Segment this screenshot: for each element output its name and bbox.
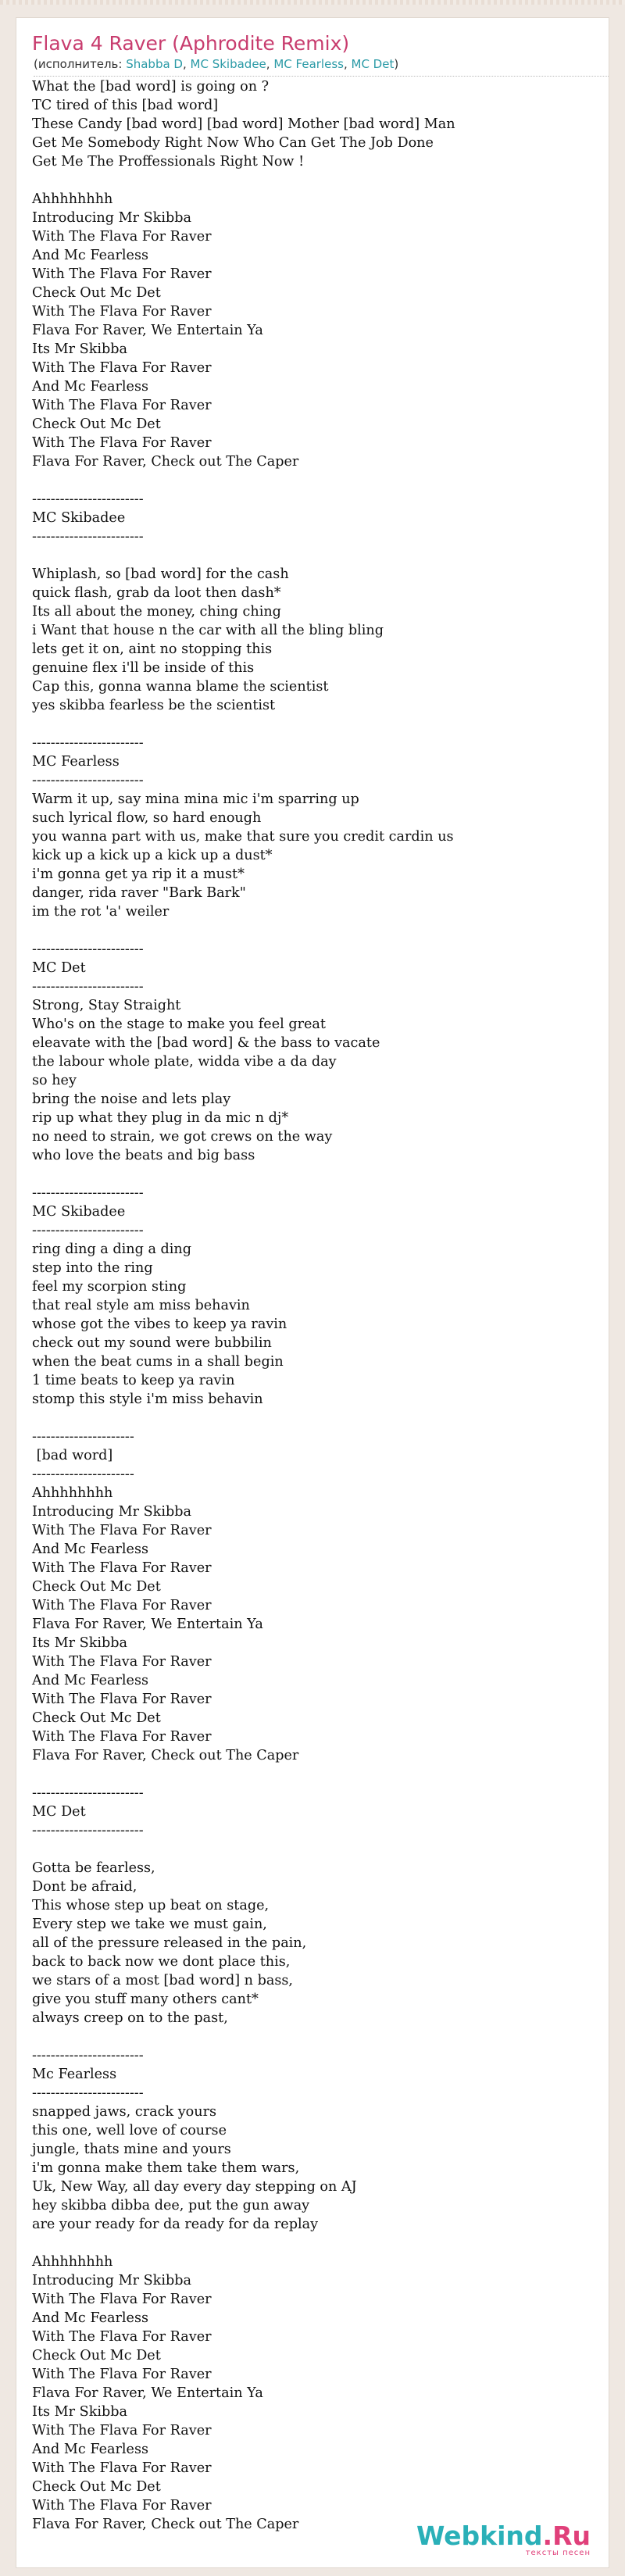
lyric-line: Strong, Stay Straight	[32, 998, 181, 1013]
lyrics-text	[32, 77, 595, 2534]
lyric-line: Check Out Mc Det	[32, 416, 161, 432]
lyric-line: Ahhhhhhhh	[32, 1485, 113, 1501]
lyric-line	[32, 2028, 595, 2046]
lyric-line: when the beat cums in a shall begin	[32, 1354, 284, 1370]
lyric-line: i'm gonna get ya rip it a must*	[32, 866, 245, 882]
lyric-line: Flava For Raver, Check out The Caper	[32, 454, 299, 470]
artist-link-mc-fearless[interactable]: MC Fearless	[273, 57, 344, 71]
performers-label: (исполнитель:	[34, 57, 127, 71]
lyric-line: that real style am miss behavin	[32, 1298, 250, 1313]
lyric-line: And Mc Fearless	[32, 1542, 149, 1557]
artist-link-shabba-d[interactable]: Shabba D	[126, 57, 183, 71]
logo-tld: .Ru	[542, 2521, 591, 2551]
lyric-line: Flava For Raver, We Entertain Ya	[32, 323, 263, 338]
lyric-line: we stars of a most [bad word] n bass,	[32, 1973, 294, 1988]
lyric-line: Its all about the money, ching ching	[32, 604, 281, 620]
lyric-line: With The Flava For Raver	[32, 2498, 212, 2513]
artist-link-mc-skibadee[interactable]: MC Skibadee	[190, 57, 266, 71]
lyric-line: feel my scorpion sting	[32, 1279, 187, 1295]
lyric-line: MC Fearless	[32, 754, 120, 770]
lyric-line: Flava For Raver, We Entertain Ya	[32, 2385, 263, 2401]
lyric-line: kick up a kick up a kick up a dust*	[32, 848, 273, 863]
lyric-line: With The Flava For Raver	[32, 1654, 212, 1670]
lyric-line: Check Out Mc Det	[32, 2348, 161, 2363]
lyric-line: rip up what they plug in da mic n dj*	[32, 1110, 289, 1126]
lyric-line: Every step we take we must gain,	[32, 1917, 267, 1932]
lyric-line: stomp this style i'm miss behavin	[32, 1392, 263, 1407]
lyric-line: ----------------------	[32, 1429, 134, 1445]
logo-tagline: тексты песен	[525, 2549, 591, 2557]
lyric-line: Introducing Mr Skibba	[32, 210, 191, 226]
lyric-line: With The Flava For Raver	[32, 266, 212, 282]
lyric-line: yes skibba fearless be the scientist	[32, 698, 276, 713]
lyric-line: Its Mr Skibba	[32, 341, 128, 357]
lyric-line	[32, 715, 595, 734]
lyric-line: Introducing Mr Skibba	[32, 1504, 191, 1520]
lyric-line: These Candy [bad word] [bad word] Mother [bad word] Man	[32, 116, 455, 132]
lyric-line: lets get it on, aint no stopping this	[32, 641, 273, 657]
lyric-line: With The Flava For Raver	[32, 398, 212, 413]
lyric-line: quick flash, grab da loot then dash*	[32, 585, 281, 601]
lyric-line: such lyrical flow, so hard enough	[32, 810, 262, 826]
lyric-line: ------------------------	[32, 1185, 144, 1201]
lyric-line: back to back now we dont place this,	[32, 1954, 291, 1970]
lyric-line: Who's on the stage to make you feel great	[32, 1016, 326, 1032]
artist-separator: ,	[182, 57, 191, 71]
lyric-line: 1 time beats to keep ya ravin	[32, 1373, 235, 1388]
lyric-line: hey skibba dibba dee, put the gun away	[32, 2198, 310, 2213]
lyric-line: MC Det	[32, 1804, 86, 1820]
lyric-line: Whiplash, so [bad word] for the cash	[32, 566, 289, 582]
logo-brand: Webkind	[416, 2521, 543, 2551]
lyric-line	[32, 1409, 595, 1427]
decorative-top-strip	[0, 0, 625, 5]
lyric-line: Its Mr Skibba	[32, 1635, 128, 1651]
lyric-line: With The Flava For Raver	[32, 2367, 212, 2382]
lyric-line	[32, 546, 595, 565]
lyric-line: the labour whole plate, widda vibe a da day	[32, 1054, 337, 1070]
lyric-line: Gotta be fearless,	[32, 1860, 155, 1876]
lyric-line: ------------------------	[32, 941, 144, 957]
lyric-line: ------------------------	[32, 773, 144, 788]
song-title: Flava 4 Raver (Aphrodite Remix)	[32, 32, 350, 55]
lyric-line: And Mc Fearless	[32, 2442, 149, 2457]
lyric-line: whose got the vibes to keep ya ravin	[32, 1317, 288, 1332]
lyric-line: With The Flava For Raver	[32, 435, 212, 451]
lyric-line: no need to strain, we got crews on the way	[32, 1129, 333, 1145]
lyric-line: step into the ring	[32, 1260, 153, 1276]
lyrics-card	[16, 17, 609, 2568]
lyric-line: check out my sound were bubbilin	[32, 1335, 272, 1351]
lyric-line: genuine flex i'll be inside of this	[32, 660, 255, 676]
lyric-line: always creep on to the past,	[32, 2010, 228, 2026]
lyric-line: eleavate with the [bad word] & the bass to vacate	[32, 1035, 380, 1051]
lyric-line: ------------------------	[32, 735, 144, 751]
lyric-line	[32, 921, 595, 940]
lyric-line: And Mc Fearless	[32, 1673, 149, 1688]
lyric-line: With The Flava For Raver	[32, 2460, 212, 2476]
performers-close: )	[394, 57, 399, 71]
lyric-line: ----------------------	[32, 1467, 134, 1482]
logo-wordmark	[416, 2522, 591, 2550]
lyric-line: Check Out Mc Det	[32, 1579, 161, 1595]
lyric-line: TC tired of this [bad word]	[32, 98, 219, 113]
lyric-line: im the rot 'a' weiler	[32, 904, 170, 920]
lyric-line: Ahhhhhhhh	[32, 2254, 113, 2270]
lyric-line: With The Flava For Raver	[32, 1729, 212, 1745]
artist-separator: ,	[266, 57, 274, 71]
lyric-line: With The Flava For Raver	[32, 229, 212, 245]
lyric-line: Flava For Raver, Check out The Caper	[32, 1748, 299, 1763]
lyric-line: With The Flava For Raver	[32, 304, 212, 320]
lyric-line: What the [bad word] is going on ?	[32, 79, 270, 95]
lyric-line: Its Mr Skibba	[32, 2404, 128, 2420]
lyric-line: you wanna part with us, make that sure you credit cardin us	[32, 829, 454, 845]
lyric-line: MC Skibadee	[32, 1204, 126, 1220]
lyric-line: are your ready for da ready for da replay	[32, 2217, 319, 2232]
lyric-line: And Mc Fearless	[32, 379, 149, 395]
lyric-line: With The Flava For Raver	[32, 1560, 212, 1576]
lyric-line: This whose step up beat on stage,	[32, 1898, 270, 1913]
lyric-line: Check Out Mc Det	[32, 285, 161, 301]
lyric-line: Flava For Raver, Check out The Caper	[32, 2517, 299, 2532]
lyric-line: Get Me The Proffessionals Right Now !	[32, 154, 305, 170]
lyric-line: so hey	[32, 1073, 77, 1088]
lyric-line: With The Flava For Raver	[32, 2329, 212, 2345]
lyric-line	[32, 471, 595, 490]
lyric-line: this one, well love of course	[32, 2123, 227, 2138]
lyric-line: Dont be afraid,	[32, 1879, 138, 1895]
lyric-line: And Mc Fearless	[32, 2310, 149, 2326]
lyric-line: snapped jaws, crack yours	[32, 2104, 217, 2120]
lyric-line: ------------------------	[32, 979, 144, 995]
lyric-line: With The Flava For Raver	[32, 1598, 212, 1613]
lyric-line	[32, 171, 595, 190]
lyric-line: Flava For Raver, We Entertain Ya	[32, 1617, 263, 1632]
lyric-line: Mc Fearless	[32, 2067, 117, 2082]
lyric-line	[32, 1765, 595, 1784]
lyric-line: [bad word]	[32, 1448, 113, 1463]
lyric-line: With The Flava For Raver	[32, 1523, 212, 1538]
lyric-line: ring ding a ding a ding	[32, 1242, 192, 1257]
lyric-line: give you stuff many others cant*	[32, 1992, 259, 2007]
lyric-line: Ahhhhhhhh	[32, 191, 113, 207]
lyric-line: Check Out Mc Det	[32, 2479, 161, 2495]
lyric-line: Cap this, gonna wanna blame the scientist	[32, 679, 329, 695]
lyric-line: Warm it up, say mina mina mic i'm sparring up	[32, 791, 359, 807]
lyric-line: danger, rida raver "Bark Bark"	[32, 885, 246, 901]
lyric-line: i Want that house n the car with all the bling bling	[32, 623, 384, 638]
lyric-line: With The Flava For Raver	[32, 2292, 212, 2307]
webkind-logo[interactable]	[416, 2522, 591, 2557]
artist-link-mc-det[interactable]: MC Det	[351, 57, 395, 71]
lyric-line: ------------------------	[32, 2048, 144, 2063]
lyric-line: ------------------------	[32, 1223, 144, 1238]
lyric-line: Check Out Mc Det	[32, 1710, 161, 1726]
lyric-line	[32, 2234, 595, 2253]
lyric-line: MC Skibadee	[32, 510, 126, 526]
lyric-line: ------------------------	[32, 2085, 144, 2101]
lyric-line: all of the pressure released in the pain,	[32, 1935, 307, 1951]
lyric-line: ------------------------	[32, 1823, 144, 1838]
lyric-line: With The Flava For Raver	[32, 1692, 212, 1707]
lyric-line: ------------------------	[32, 529, 144, 545]
lyric-line	[32, 1840, 595, 1859]
lyric-line: Get Me Somebody Right Now Who Can Get The Job Done	[32, 135, 434, 151]
lyric-line: i'm gonna make them take them wars,	[32, 2160, 300, 2176]
performers-line	[34, 57, 609, 77]
lyric-line: Uk, New Way, all day every day stepping on AJ	[32, 2179, 357, 2195]
lyric-line: ------------------------	[32, 1785, 144, 1801]
lyric-line	[32, 1165, 595, 1184]
artist-separator: ,	[343, 57, 352, 71]
lyric-line: jungle, thats mine and yours	[32, 2142, 231, 2157]
lyric-line: ------------------------	[32, 491, 144, 507]
lyric-line: With The Flava For Raver	[32, 2423, 212, 2438]
lyric-line: who love the beats and big bass	[32, 1148, 255, 1163]
lyric-line: bring the noise and lets play	[32, 1091, 231, 1107]
lyric-line: Introducing Mr Skibba	[32, 2273, 191, 2288]
lyric-line: MC Det	[32, 960, 86, 976]
lyric-line: With The Flava For Raver	[32, 360, 212, 376]
lyric-line: And Mc Fearless	[32, 248, 149, 263]
